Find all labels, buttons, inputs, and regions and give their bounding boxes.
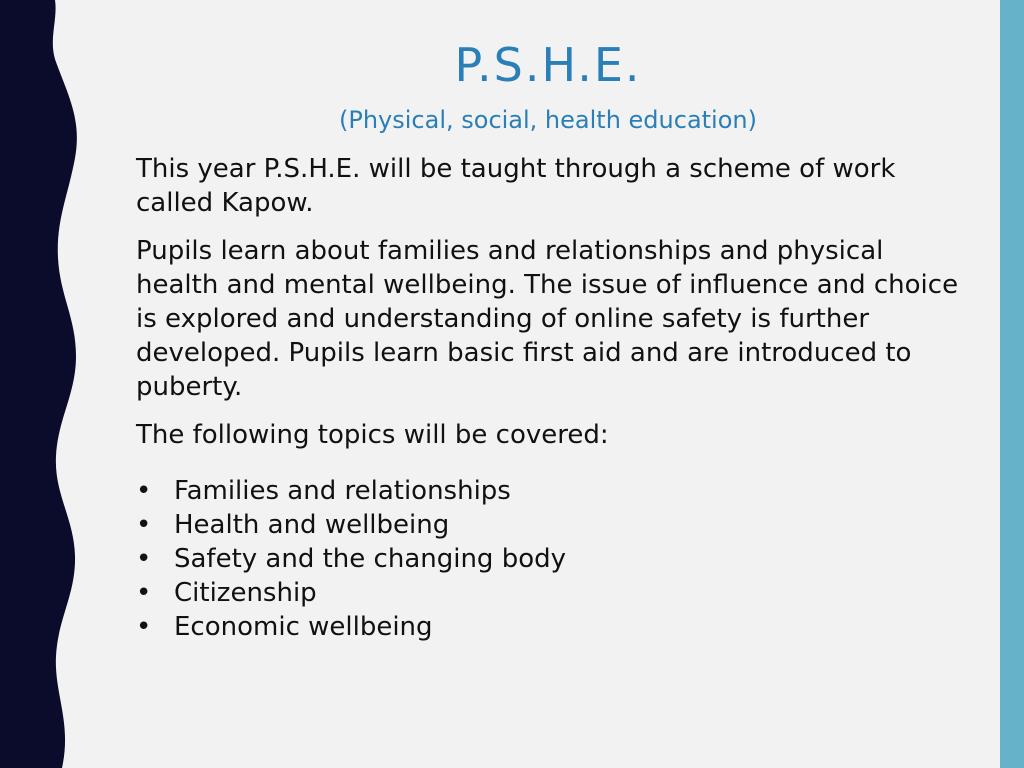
list-item <box>136 508 971 542</box>
list-item <box>136 610 971 644</box>
intro-paragraph: This year P.S.H.E. will be taught through a scheme of work called Kapow. <box>136 154 896 218</box>
topic-label: Families and relationships <box>174 476 511 506</box>
bullet-icon: • <box>136 578 152 608</box>
list-item <box>136 474 971 508</box>
bullet-icon: • <box>136 476 152 506</box>
topics-list <box>136 474 971 644</box>
list-item <box>136 542 971 576</box>
bullet-icon: • <box>136 612 152 642</box>
page-title: P.S.H.E. <box>454 38 642 92</box>
list-item <box>136 576 971 610</box>
description-paragraph: Pupils learn about families and relationships and physical health and mental wellbeing. The issue of influence and choice is explored and understanding of online safety is further developed. Pupils learn basic first aid and are introduced to puberty. <box>136 236 959 402</box>
topic-label: Safety and the changing body <box>174 544 567 574</box>
page-subtitle: (Physical, social, health education) <box>339 106 757 134</box>
topic-label: Health and wellbeing <box>174 510 450 540</box>
topic-label: Citizenship <box>174 578 317 608</box>
content-body <box>136 152 971 644</box>
topics-heading: The following topics will be covered: <box>136 420 609 450</box>
topic-label: Economic wellbeing <box>174 612 433 642</box>
bullet-icon: • <box>136 510 152 540</box>
bullet-icon: • <box>136 544 152 574</box>
